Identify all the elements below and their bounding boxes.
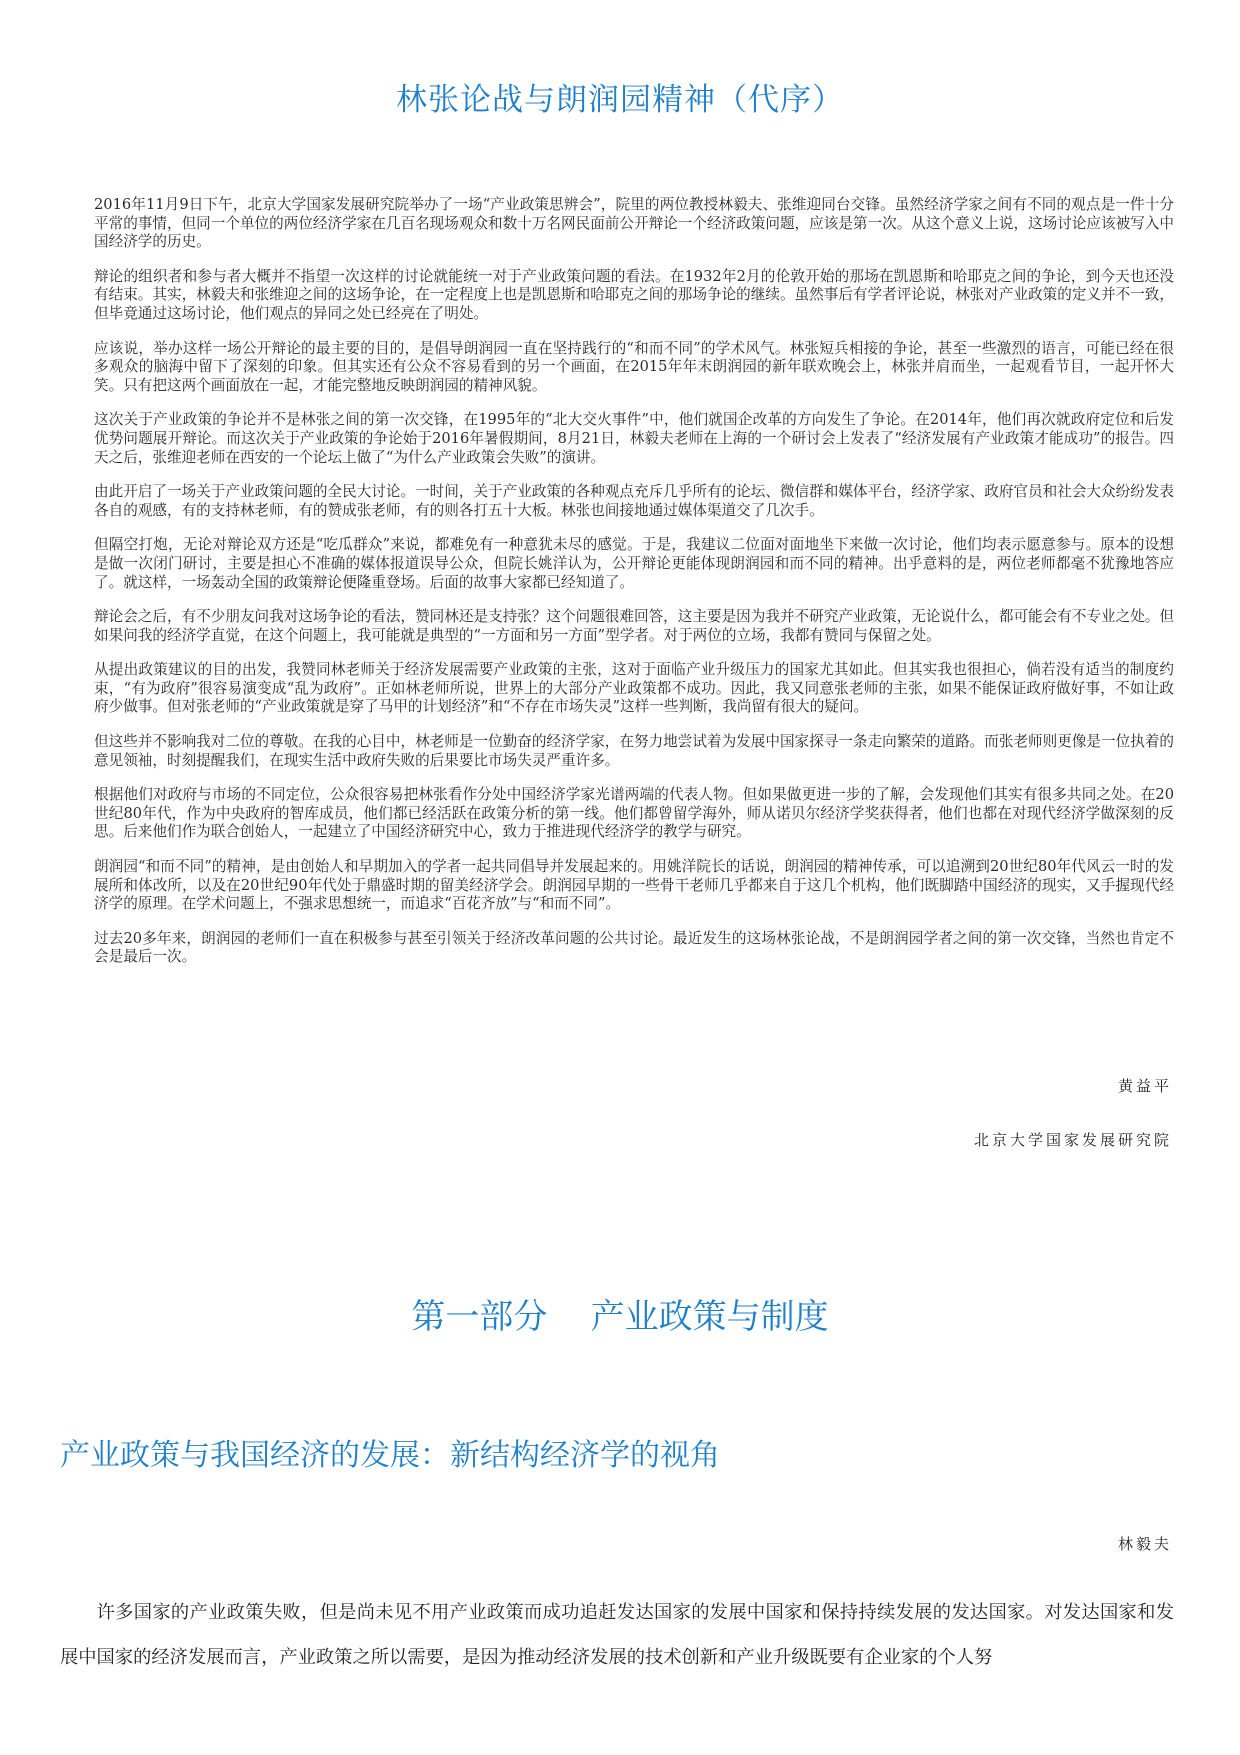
preface-paragraph: 应该说，举办这样一场公开辩论的最主要的目的，是倡导朗润园一直在坚持践行的“和而不同”的学术风气。林张短兵相接的争论，甚至一些激烈的语言，可能已经在很多观众的脑海中留下了深刻的印象。但其实还有公众不容易看到的另一个画面，在2015年年末朗润园的新年联欢晚会上，林张并肩而坐，一起观看节目，一起开怀大笑。只有把这两个画面放在一起，才能完整地反映朗润园的精神风貌。 xyxy=(94,339,1174,394)
preface-paragraph: 根据他们对政府与市场的不同定位，公众很容易把林张看作分处中国经济学家光谱两端的代表人物。但如果做更进一步的了解，会发现他们其实有很多共同之处。在20世纪80年代，作为中央政府的智库成员，他们都已经活跃在政策分析的第一线。他们都曾留学海外，师从诺贝尔经济学奖获得者，他们也都在对现代经济学做深刻的反思。后来他们作为联合创始人，一起建立了中国经济研究中心，致力于推进现代经济学的教学与研究。 xyxy=(94,786,1174,841)
preface-paragraph: 朗润园“和而不同”的精神，是由创始人和早期加入的学者一起共同倡导并发展起来的。用姚洋院长的话说，朗润园的精神传承，可以追溯到20世纪80年代风云一时的发展所和体改所，以及在20世纪90年代处于鼎盛时期的留美经济学会。朗润园早期的一些骨干老师几乎都来自于这几个机构，他们既脚踏中国经济的现实，又手握现代经济学的原理。在学术问题上，不强求思想统一，而追求“百花齐放”与“和而不同”。 xyxy=(94,858,1174,913)
preface-paragraph: 但隔空打炮，无论对辩论双方还是“吃瓜群众”来说，都难免有一种意犹未尽的感觉。于是，我建议二位面对面地坐下来做一次讨论，他们均表示愿意参与。原本的设想是做一次闭门研讨，主要是担心不准确的媒体报道误导公众，但院长姚洋认为，公开辩论更能体现朗润园和而不同的精神。出乎意料的是，两位老师都毫不犹豫地答应了。就这样，一场轰动全国的政策辩论便隆重登场。后面的故事大家都已经知道了。 xyxy=(94,536,1174,591)
chapter-title: 产业政策与我国经济的发展：新结构经济学的视角 xyxy=(60,1438,720,1473)
preface-paragraph: 但这些并不影响我对二位的尊敬。在我的心目中，林老师是一位勤奋的经济学家，在努力地尝试着为发展中国家探寻一条走向繁荣的道路。而张老师则更像是一位执着的意见领袖，时刻提醒我们，在现实生活中政府失败的后果要比市场失灵严重许多。 xyxy=(94,733,1174,769)
chapter-paragraph: 许多国家的产业政策失败，但是尚未见不用产业政策而成功追赶发达国家的发展中国家和保持持续发展的发达国家。对发达国家和发展中国家的经济发展而言，产业政策之所以需要，是因为推动经济发展的技术创新和产业升级既要有企业家的个人努 xyxy=(60,1602,1174,1668)
part-title: 第一部分 产业政策与制度 xyxy=(411,1297,829,1337)
preface-paragraph: 辩论的组织者和参与者大概并不指望一次这样的讨论就能统一对于产业政策问题的看法。在1932年2月的伦敦开始的那场在凯恩斯和哈耶克之间的争论，到今天也还没有结束。其实，林毅夫和张维迎之间的这场争论，在一定程度上也是凯恩斯和哈耶克之间的那场争论的继续。虽然事后有学者评论说，林张对产业政策的定义并不一致，但毕竟通过这场讨论，他们观点的异同之处已经亮在了明处。 xyxy=(94,267,1174,322)
preface-paragraph: 这次关于产业政策的争论并不是林张之间的第一次交锋，在1995年的“北大交火事件”中，他们就国企改革的方向发生了争论。在2014年，他们再次就政府定位和后发优势问题展开辩论。而这次关于产业政策的争论始于2016年暑假期间，8月21日，林毅夫老师在上海的一个研讨会上发表了“经济发展有产业政策才能成功”的报告。四天之后，张维迎老师在西安的一个论坛上做了“为什么产业政策会失败”的演讲。 xyxy=(94,411,1174,466)
preface-title: 林张论战与朗润园精神（代序） xyxy=(396,82,844,118)
chapter-author: 林毅夫 xyxy=(1117,1535,1172,1553)
chapter-body xyxy=(60,1590,1174,1680)
preface-body xyxy=(94,196,1174,983)
preface-paragraph: 过去20多年来，朗润园的老师们一直在积极参与甚至引领关于经济改革问题的公共讨论。最近发生的这场林张论战，不是朗润园学者之间的第一次交锋，当然也肯定不会是最后一次。 xyxy=(94,929,1174,966)
preface-paragraph: 由此开启了一场关于产业政策问题的全民大讨论。一时间，关于产业政策的各种观点充斥几乎所有的论坛、微信群和媒体平台，经济学家、政府官员和社会大众纷纷发表各自的观感，有的支持林老师，有的赞成张老师，有的则各打五十大板。林张也间接地通过媒体渠道交了几次手。 xyxy=(94,483,1174,519)
preface-signature-name: 黄益平 xyxy=(1117,1077,1172,1095)
preface-paragraph: 辩论会之后，有不少朋友问我对这场争论的看法，赞同林还是支持张？这个问题很难回答，这主要是因为我并不研究产业政策，无论说什么，都可能会有不专业之处。但如果问我的经济学直觉，在这个问题上，我可能就是典型的“一方面和另一方面”型学者。对于两位的立场，我都有赞同与保留之处。 xyxy=(94,608,1174,644)
preface-signature-org: 北京大学国家发展研究院 xyxy=(973,1131,1172,1149)
preface-paragraph: 从提出政策建议的目的出发，我赞同林老师关于经济发展需要产业政策的主张，这对于面临产业升级压力的国家尤其如此。但其实我也很担心，倘若没有适当的制度约束，“有为政府”很容易演变成“乱为政府”。正如林老师所说，世界上的大部分产业政策都不成功。因此，我又同意张老师的主张，如果不能保证政府做好事，不如让政府少做事。但对张老师的“产业政策就是穿了马甲的计划经济”和“不存在市场失灵”这样一些判断，我尚留有很大的疑问。 xyxy=(94,661,1174,716)
preface-paragraph: 2016年11月9日下午，北京大学国家发展研究院举办了一场“产业政策思辨会”，院里的两位教授林毅夫、张维迎同台交锋。虽然经济学家之间有不同的观点是一件十分平常的事情，但同一个单位的两位经济学家在几百名现场观众和数十万名网民面前公开辩论一个经济政策问题，应该是第一次。从这个意义上说，这场讨论应该被写入中国经济学的历史。 xyxy=(94,196,1174,251)
